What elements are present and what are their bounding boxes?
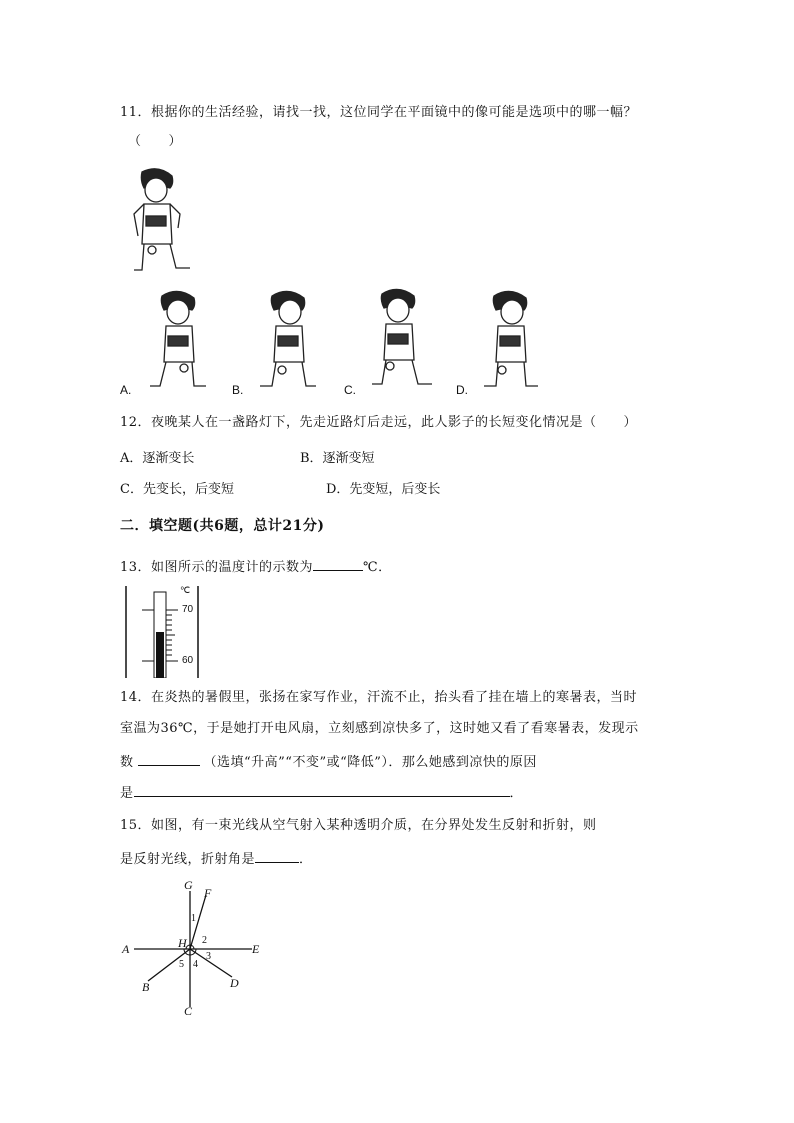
- q14-line4: [120, 782, 523, 803]
- q12-option-b: B．逐渐变短: [300, 451, 375, 466]
- thermometer-tick-60: 60: [182, 655, 194, 666]
- q14-line3: [120, 751, 537, 772]
- q14-answer-blank-2[interactable]: [134, 782, 510, 797]
- person-drawing-d: [484, 291, 538, 386]
- label-a: A: [122, 942, 130, 956]
- refraction-diagram: [118, 877, 268, 1017]
- thermometer-tick-70: 70: [182, 604, 194, 615]
- q15-line1: 15．如图，有一束光线从空气射入某种透明介质，在分界处发生反射和折射，则: [120, 818, 597, 833]
- q14-answer-blank-1[interactable]: [138, 751, 200, 766]
- option-a-figure: [140, 290, 220, 390]
- q12-option-c: C．先变长，后变短: [120, 482, 234, 497]
- q14-line1: 14．在炎热的暑假里，张扬在家写作业，汗流不止，抬头看了挂在墙上的寒暑表，当时: [120, 690, 638, 705]
- label-b: B: [142, 980, 150, 994]
- q12-stem: 12．夜晚某人在一盏路灯下，先走近路灯后走远，此人影子的长短变化情况是（ ）: [120, 415, 638, 430]
- q13-stem: [120, 556, 392, 577]
- q15-line2-end: ．: [299, 852, 313, 867]
- person-drawing: [134, 169, 190, 270]
- label-h: H: [178, 936, 187, 950]
- option-d-figure: [472, 290, 552, 390]
- q13-stem-text: 13．如图所示的温度计的示数为: [120, 560, 314, 575]
- label-1: 1: [191, 913, 196, 924]
- q14-line4-pre: 是: [120, 786, 134, 801]
- label-2: 2: [202, 935, 207, 946]
- q11-answer-paren: （ ）: [128, 134, 183, 149]
- person-drawing-b: [260, 291, 316, 386]
- q13-answer-blank[interactable]: [313, 556, 363, 571]
- q15-line2-text: 是反射光线，折射角是: [120, 852, 256, 867]
- option-c-label: C.: [344, 383, 356, 397]
- option-c-figure: [360, 288, 440, 388]
- section-title: 二．填空题(共6题，总计21分): [120, 518, 325, 534]
- label-4: 4: [193, 959, 198, 970]
- q14-line4-post: ．: [509, 786, 524, 801]
- thermometer-unit-label: ℃: [180, 585, 191, 595]
- option-d-label: D.: [456, 383, 468, 397]
- q15-answer-blank[interactable]: [255, 848, 299, 863]
- label-e: E: [252, 942, 260, 956]
- q14-line3-pre: 数: [120, 755, 134, 770]
- option-b-figure: [250, 290, 330, 390]
- q15-line2: [120, 848, 313, 869]
- person-drawing-a: [150, 291, 206, 386]
- q11-stem: 11．根据你的生活经验，请找一找，这位同学在平面镜中的像可能是选项中的哪一幅？: [120, 105, 638, 120]
- label-3: 3: [206, 951, 211, 962]
- label-g: G: [184, 878, 193, 892]
- q12-option-a: A．逐渐变长: [120, 451, 195, 466]
- label-d: D: [230, 976, 239, 990]
- q14-line2: 室温为36℃，于是她打开电风扇，立刻感到凉快多了，这时她又看了看寒暑表，发现示: [120, 721, 639, 736]
- label-c: C: [184, 1004, 193, 1017]
- label-5: 5: [179, 959, 184, 970]
- q13-stem-unit: ℃．: [363, 560, 392, 575]
- label-f: F: [204, 886, 212, 900]
- q12-option-d: D．先变短，后变长: [326, 482, 441, 497]
- q14-line3-post: （选填“升高”“不变”或“降低”）．那么她感到凉快的原因: [203, 755, 537, 770]
- option-a-label: A.: [120, 383, 132, 397]
- person-drawing-c: [372, 289, 432, 384]
- option-b-label: B.: [232, 383, 244, 397]
- student-figure: [118, 168, 198, 276]
